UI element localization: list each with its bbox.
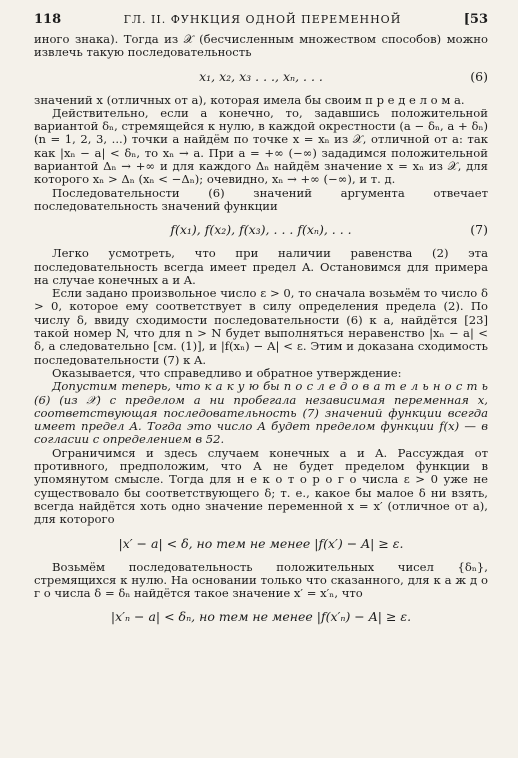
paragraph-limit-values: значений x (отличных от a), которая имела бы своим п р е д е л о м a. (34, 92, 465, 107)
page-header (34, 12, 488, 27)
paragraph-contradiction: Ограничимся и здесь случаем конечных a и A. Рассуждая от противного, предположим, что A не будет пределом функции в упомянутом смысле. Тогда для н е к о т о р о г о числа ε > 0 уже не существовало бы соответствующего δ; т. е., какое бы малое δ ни взять, всегда найдётся хоть одно значение переменной x = x′ (отличное от a), для которого (34, 445, 488, 527)
formula-6-number: (6) (470, 68, 488, 84)
paragraph-epsilon: Если задано произвольное число ε > 0, то сначала возьмём то число δ > 0, которое ему соответствует в силу определения предела (2). По числу δ, ввиду сходимости последовательности (6) к a, найдётся [23] такой номер N, что для n > N будет выполняться неравенство |xₙ − a| < δ, а следовательно [см. (1)], и |f(xₙ) − A| < ε. Этим и доказана сходимость последовательности (7) к A. (34, 286, 488, 367)
paragraph-delta-sequence: Возьмём последовательность положительных чисел {δₙ}, стремящихся к нулю. На основании только что сказанного, для к а ж д о г о числа δ = δₙ найдётся такое значение x′ = x′ₙ, что (34, 559, 488, 601)
paragraph-theorem: Допустим теперь, что к а к у ю бы п о с л е д о в а т е л ь н о с т ь (6) (из 𝒳) с пределом a ни пробегала независимая переменная x, соответствующая последовательность (7) значений функции всегда имеет предел A. Тогда это число A будет пределом функции f(x) — в согласии с определением в 52. (34, 379, 488, 447)
formula-6 (34, 68, 488, 86)
paragraph-sequence: Последовательности (6) значений аргумента отвечает последовательность значений функции (34, 185, 488, 213)
formula-7 (34, 221, 488, 239)
formula-inequality-1-text: |x′ − a| < δ, но тем не менее |f(x′) − A| ≥ ε. (118, 535, 404, 551)
formula-inequality-2-text: |x′ₙ − a| < δₙ, но тем не менее |f(x′ₙ) − A| ≥ ε. (110, 609, 412, 625)
paragraph-converse: Оказывается, что справедливо и обратное утверждение: (52, 365, 402, 380)
formula-inequality-2 (34, 608, 488, 626)
formula-6-text: x₁, x₂, x₃ . . ., xₙ, . . . (199, 68, 323, 84)
paragraph-proof: Действительно, если a конечно, то, задавшись положительной вариантой δₙ, стремящейся к нулю, в каждой окрестности (a − δₙ, a + δₙ) (n = 1, 2, 3, ...) точки a найдём по точке x = xₙ из 𝒳, отличной от a: так как |xₙ − a| < δₙ, то xₙ → a. При a = +∞ (−∞) зададимся положительной вариантой Δₙ → +∞ и для каждого Δₙ найдём значение x = xₙ из 𝒳, для которого xₙ > Δₙ (xₙ < −Δₙ); очевидно, xₙ → +∞ (−∞), и т. д. (34, 105, 488, 187)
section-number: [53 (463, 12, 488, 27)
formula-7-text: f(x₁), f(x₂), f(x₃), . . . f(xₙ), . . . (170, 222, 352, 238)
formula-inequality-1 (34, 535, 488, 553)
page-number: 118 (34, 12, 62, 27)
chapter-title: ГЛ. II. ФУНКЦИЯ ОДНОЙ ПЕРЕМЕННОЙ (123, 13, 402, 26)
paragraph-intro: иного знака). Тогда из 𝒳 (бесчисленным множеством способов) можно извлечь такую последовательность (34, 32, 488, 60)
formula-7-number: (7) (470, 222, 488, 238)
paragraph-observation: Легко усмотреть, что при наличии равенства (2) эта последовательность всегда имеет предел A. Остановимся для примера на случае конечных a и A. (34, 246, 488, 287)
